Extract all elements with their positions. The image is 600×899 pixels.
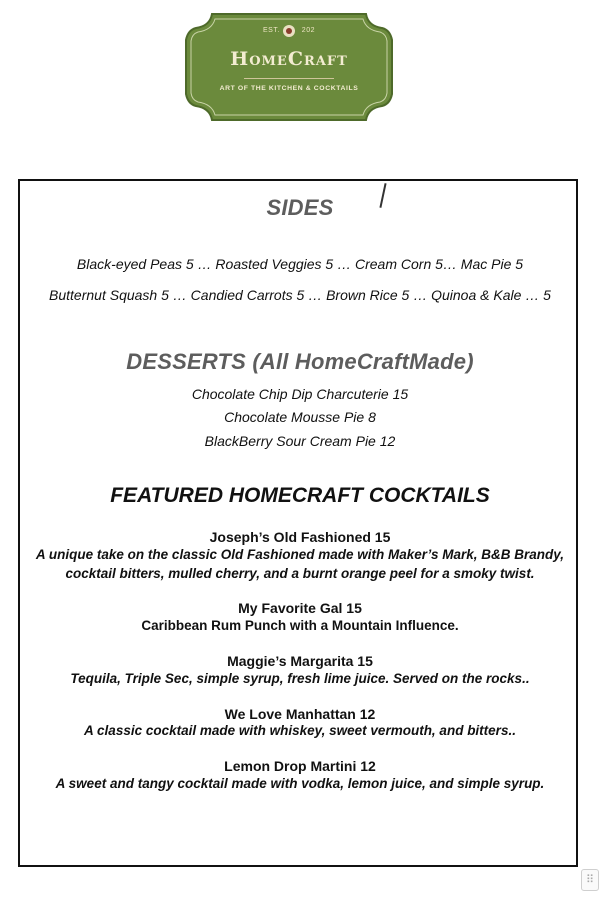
cocktail-description: cocktail bitters, mulled cherry, and a burnt orange peel for a smoky twist. [65,566,535,581]
cocktail-name: My Favorite Gal 15 [238,600,362,616]
cocktail-name: We Love Manhattan 12 [224,706,376,722]
logo-est-left: EST. [263,27,280,34]
logo-title: HomeCraft [230,48,348,70]
cocktail-description: A classic cocktail made with whiskey, sweet vermouth, and bitters.. [84,723,516,738]
cocktail-description: Caribbean Rum Punch with a Mountain Influence. [141,618,459,633]
cocktail-description: A sweet and tangy cocktail made with vodka, lemon juice, and simple syrup. [55,776,545,791]
logo-divider [244,78,334,79]
homecraft-logo [182,10,396,124]
cocktail-name: Lemon Drop Martini 12 [224,758,376,774]
cocktail-name: Joseph’s Old Fashioned 15 [209,529,391,545]
dessert-item: Chocolate Mousse Pie 8 [224,409,376,425]
desserts-heading: DESSERTS (All HomeCraftMade) [126,349,474,374]
logo-established [182,27,396,34]
cocktail-description: A unique take on the classic Old Fashioned made with Maker’s Mark, B&B Brandy, [35,547,565,562]
logo-subtitle: ART OF THE KITCHEN & COCKTAILS [219,85,359,92]
cocktail-description: Tequila, Triple Sec, simple syrup, fresh lime juice. Served on the rocks.. [70,671,530,686]
dessert-item: BlackBerry Sour Cream Pie 12 [204,433,396,449]
sides-row-2: Butternut Squash 5 … Candied Carrots 5 … Brown Rice 5 … Quinoa & Kale … 5 [49,287,551,303]
drag-handle-icon[interactable]: ⠿ [581,869,599,891]
sides-row-1: Black-eyed Peas 5 … Roasted Veggies 5 … Cream Corn 5… Mac Pie 5 [76,256,524,272]
sides-heading: SIDES [266,195,334,220]
cocktails-heading: FEATURED HOMECRAFT COCKTAILS [110,484,490,507]
logo-est-right: 202 [301,27,315,34]
cocktail-name: Maggie’s Margarita 15 [227,653,373,669]
dessert-item: Chocolate Chip Dip Charcuterie 15 [191,386,409,402]
